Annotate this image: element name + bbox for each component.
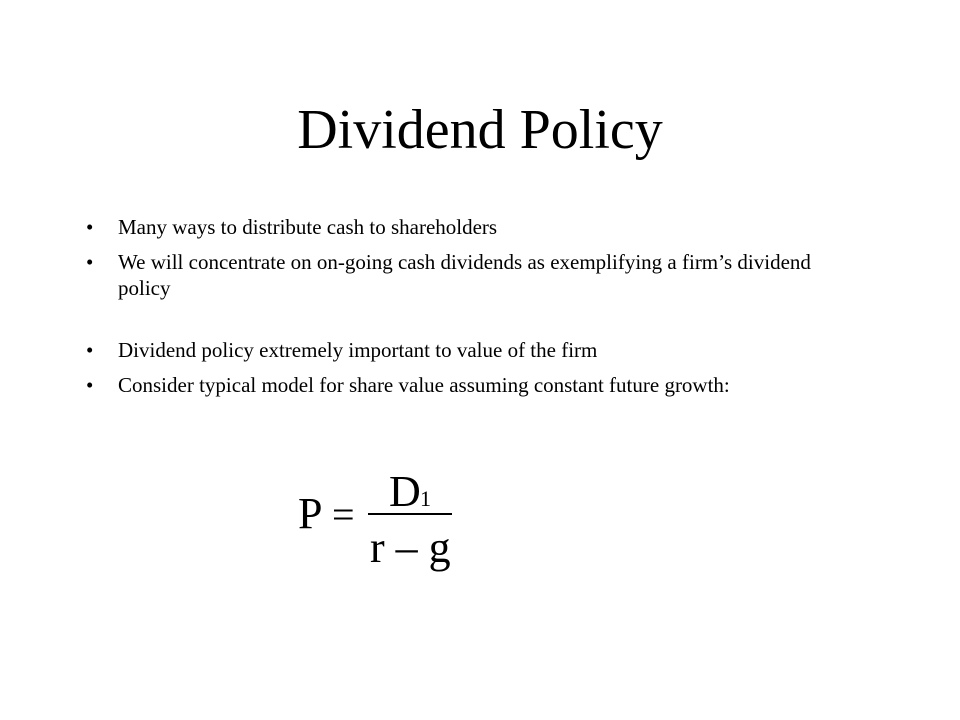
bullet-marker: •	[86, 373, 94, 397]
bullet-list	[86, 214, 866, 407]
bullet-item	[86, 372, 866, 398]
formula-numerator: D	[389, 467, 421, 516]
formula-lhs: P	[298, 489, 323, 538]
bullet-marker: •	[86, 338, 94, 362]
formula-denominator: r – g	[370, 523, 451, 572]
bullet-item	[86, 337, 866, 363]
bullet-text: We will concentrate on on-going cash dividends as exemplifying a firm’s dividend policy	[118, 250, 811, 300]
formula-numerator-subscript: 1	[420, 486, 431, 511]
bullet-text: Consider typical model for share value assuming constant future growth:	[118, 373, 730, 397]
bullet-text: Dividend policy extremely important to value of the firm	[118, 338, 598, 362]
share-value-formula	[296, 462, 476, 572]
bullet-marker: •	[86, 250, 94, 274]
bullet-marker: •	[86, 215, 94, 239]
bullet-item	[86, 214, 866, 240]
bullet-item	[86, 249, 866, 301]
bullet-text: Many ways to distribute cash to shareholders	[118, 215, 498, 239]
formula-equals: =	[332, 492, 355, 537]
formula-svg	[296, 462, 476, 572]
slide-title: Dividend Policy	[297, 99, 663, 161]
